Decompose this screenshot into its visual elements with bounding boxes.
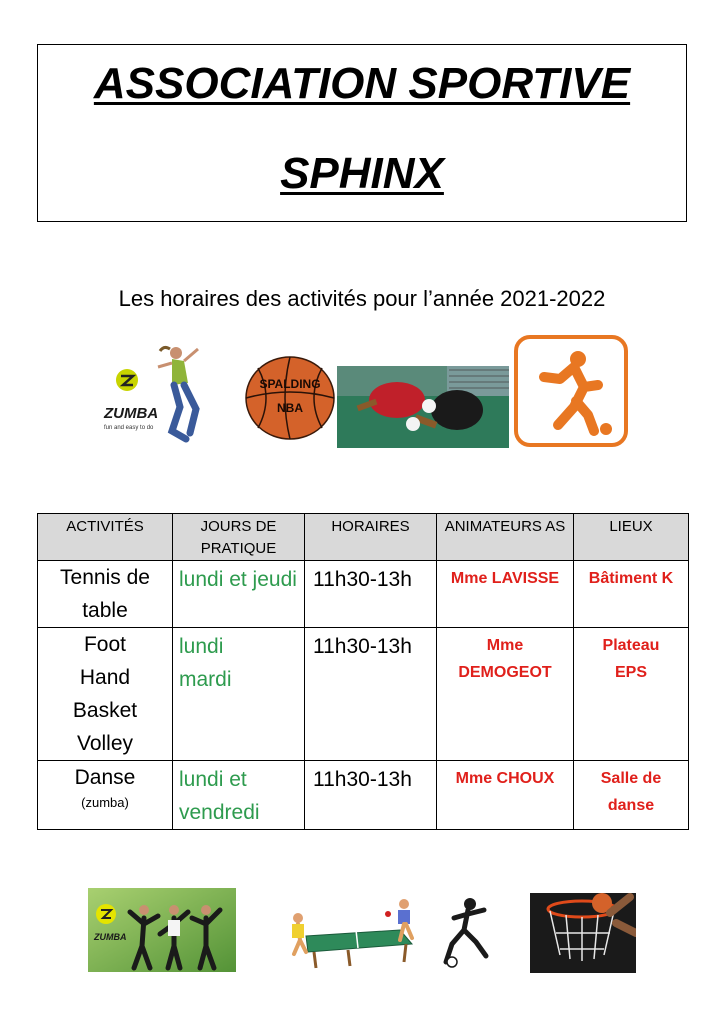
header-animators: ANIMATEURS AS: [437, 514, 574, 561]
title-box: [37, 44, 687, 222]
ping-pong-image: [337, 366, 509, 448]
footballer-sketch-image: [442, 896, 500, 968]
hours-cell: 11h30-13h: [305, 561, 437, 628]
place-cell: Bâtiment K: [574, 561, 689, 628]
activity-cell: [38, 761, 173, 830]
ball-league-text: NBA: [277, 401, 303, 415]
ball-brand-text: SPALDING: [259, 377, 321, 391]
days-cell: lundi et vendredi: [173, 761, 305, 830]
animator-cell: Mme CHOUX: [437, 761, 574, 830]
zumba-tagline: fun and easy to do: [104, 425, 154, 431]
table-row: [38, 561, 689, 628]
table-row: [38, 628, 689, 761]
subtitle: Les horaires des activités pour l’année 2021-2022: [118, 286, 606, 311]
hours-cell: 11h30-13h: [305, 761, 437, 830]
zumba-logo-text: ZUMBA: [104, 405, 159, 422]
days-cell: lundi et jeudi: [173, 561, 305, 628]
header-activities: ACTIVITÉS: [38, 514, 173, 561]
activity-cell: [38, 628, 173, 761]
activity-name: Tennis de table: [60, 566, 150, 622]
hours-cell: 11h30-13h: [305, 628, 437, 761]
zumba-logo-image: [100, 343, 210, 447]
zumba-dancers-image: [88, 888, 236, 972]
header-places: LIEUX: [574, 514, 689, 561]
header-hours: HORAIRES: [305, 514, 437, 561]
title-line-1: ASSOCIATION SPORTIVE: [93, 59, 631, 108]
header-days: JOURS DE PRATIQUE: [173, 514, 305, 561]
basketball-image: [244, 356, 336, 440]
table-header-row: [38, 514, 689, 561]
place-cell: Plateau EPS: [574, 628, 689, 761]
table-row: [38, 761, 689, 830]
ping-pong-table-image: [288, 896, 418, 970]
activity-name: Foot Hand Basket Volley: [72, 633, 138, 755]
activity-name: Danse: [74, 766, 136, 789]
football-player-icon: [514, 335, 628, 447]
title-line-2: SPHINX: [280, 149, 444, 198]
days-cell: lundi mardi: [173, 628, 305, 761]
basketball-dunk-image: [530, 893, 636, 973]
animator-cell: Mme DEMOGEOT: [437, 628, 574, 761]
activity-cell: [38, 561, 173, 628]
schedule-table: [37, 513, 689, 830]
zumba2-text: ZUMBA: [94, 932, 127, 942]
activity-note: (zumba): [81, 795, 129, 810]
animator-cell: Mme LAVISSE: [437, 561, 574, 628]
place-cell: Salle de danse: [574, 761, 689, 830]
